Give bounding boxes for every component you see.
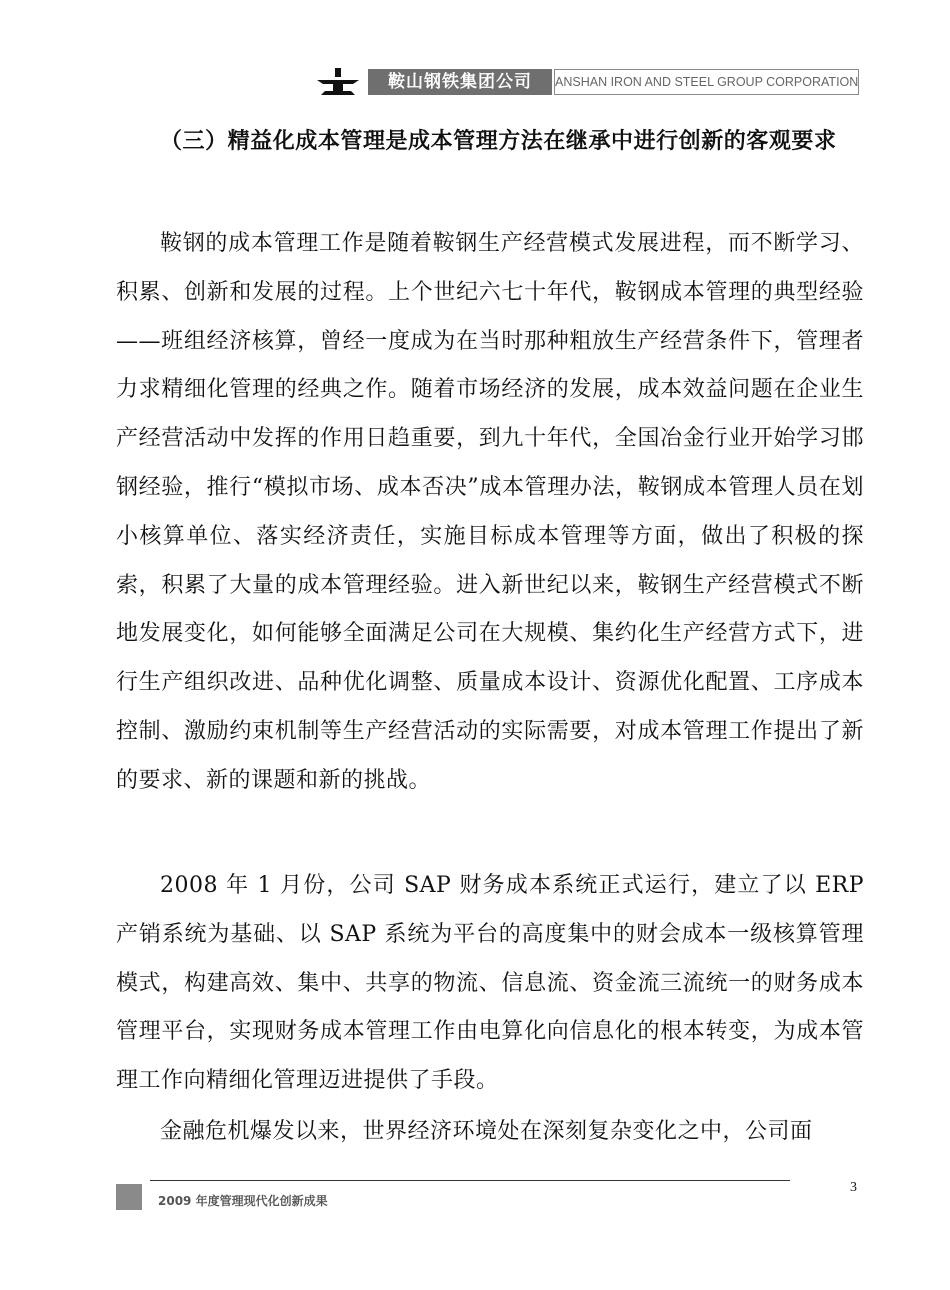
paragraph-2: 2008 年 1 月份，公司 SAP 财务成本系统正式运行，建立了以 ERP 产销系统为基础、以 SAP 系统为平台的高度集中的财会成本一级核算管理模式，构建高效、集中、共享的物流、信息流、资金流三流统一的财务成本管理平台，实现财务成本管理工作由电算化向信息化的根本转变，为成本管理工作向精细化管理迈进提供了手段。 — [116, 873, 864, 1094]
paragraph-1: 鞍钢的成本管理工作是随着鞍钢生产经营模式发展进程，而不断学习、积累、创新和发展的过程。上个世纪六七十年代，鞍钢成本管理的典型经验——班组经济核算，曾经一度成为在当时那种粗放生产经营条件下，管理者力求精细化管理的经典之作。随着市场经济的发展，成本效益问题在企业生产经营活动中发挥的作用日趋重要，到九十年代，全国冶金行业开始学习邯钢经验，推行“模拟市场、成本否决”成本管理办法，鞍钢成本管理人员在划小核算单位、落实经济责任，实施目标成本管理等方面，做出了积极的探索，积累了大量的成本管理经验。进入新世纪以来，鞍钢生产经营模式不断地发展变化，如何能够全面满足公司在大规模、集约化生产经营方式下，进行生产组织改进、品种优化调整、质量成本设计、资源优化配置、工序成本控制、激励约束机制等生产经营活动的实际需要，对成本管理工作提出了新的要求、新的课题和新的挑战。 — [116, 231, 864, 793]
section-heading: （三）精益化成本管理是成本管理方法在继承中进行创新的客观要求 — [160, 129, 837, 154]
footer-square-icon — [116, 1184, 142, 1210]
ansteel-logo-icon — [315, 66, 361, 98]
company-name-en: ANSHAN IRON AND STEEL GROUP CORPORATION — [554, 69, 859, 95]
page-number: 3 — [850, 1180, 857, 1195]
paragraph-3: 金融危机爆发以来，世界经济环境处在深刻复杂变化之中，公司面 — [160, 1119, 813, 1144]
page-header — [315, 66, 861, 98]
footer-divider — [150, 1180, 790, 1181]
company-name-cn: 鞍山钢铁集团公司 — [368, 69, 552, 95]
footer-caption: 2009 年度管理现代化创新成果 — [158, 1194, 328, 1208]
